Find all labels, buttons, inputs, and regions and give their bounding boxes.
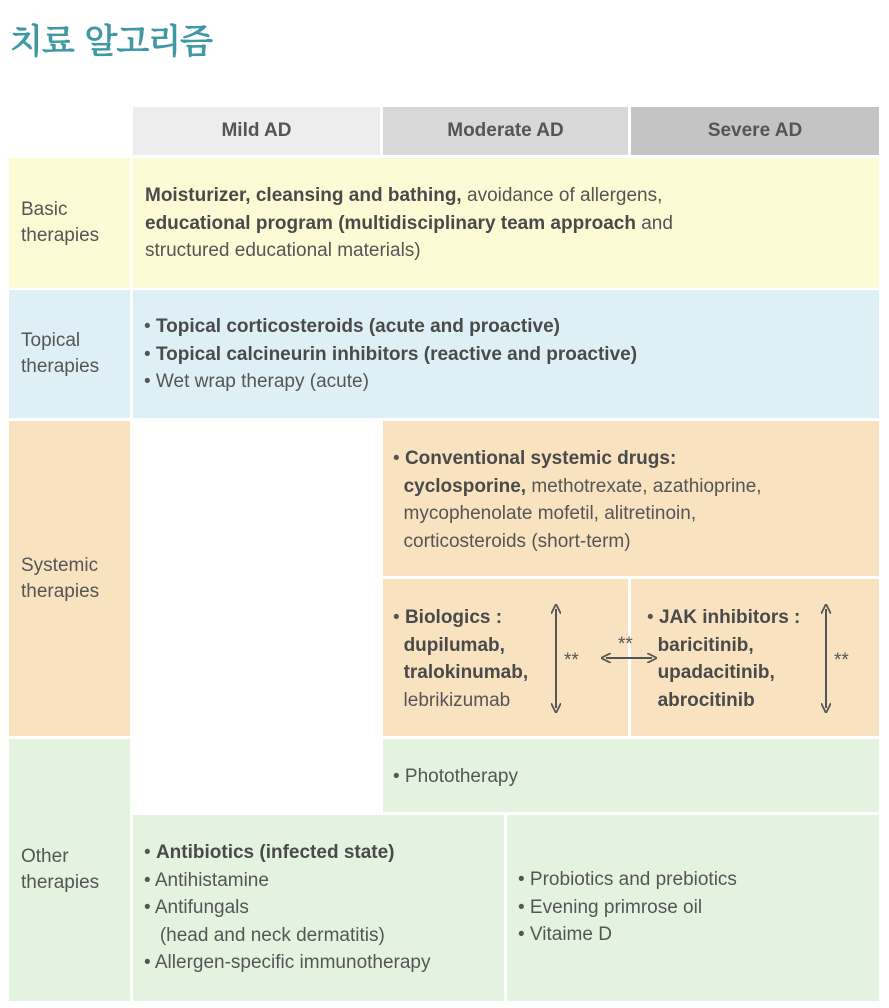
text: • (393, 607, 405, 628)
bold-text: abrocitinib (657, 689, 755, 711)
text: • Antifungals (144, 897, 249, 918)
text: structured educational materials) (145, 240, 421, 261)
row-label-line: Other (21, 846, 69, 867)
page-title: 치료 알고리즘 (10, 22, 212, 62)
row-label-line: therapies (21, 356, 100, 377)
text: • (144, 316, 156, 337)
text: • Vitaime D (518, 924, 612, 945)
bold-text: educational program (multidisciplinary team approach (145, 212, 636, 234)
text: (head and neck dermatitis) (144, 924, 385, 946)
text: • Evening primrose oil (518, 896, 703, 918)
row-label-line: Basic (21, 199, 68, 220)
text: • Probiotics and prebiotics (518, 869, 737, 890)
header-severe-ad: Severe AD (631, 107, 879, 155)
text: • Allergen-specific immunotherapy (144, 952, 431, 973)
header-moderate-ad: Moderate AD (383, 107, 628, 155)
bold-text: upadacitinib, (657, 662, 775, 683)
row-label-line: therapies (21, 872, 100, 893)
row-label-line: Systemic (21, 554, 99, 576)
text: avoidance of allergens, (461, 185, 663, 206)
bold-text: baricitinib, (657, 634, 754, 656)
row-label-line: Topical (21, 330, 81, 351)
bold-text: Topical calcineurin inhibitors (reactive and proactive) (155, 343, 638, 365)
significance-stars: ** (834, 650, 849, 671)
significance-stars: ** (618, 634, 633, 655)
text: lebrikizumab (393, 689, 511, 711)
text: • Phototherapy (393, 766, 518, 787)
text: mycophenolate mofetil, alitretinoin, (393, 503, 697, 524)
bold-text: Antibiotics (infected state) (155, 842, 395, 863)
bold-text: JAK inhibitors : (658, 607, 801, 628)
bold-text: dupilumab, (403, 634, 505, 656)
text: methotrexate, azathioprine, (526, 475, 762, 497)
bold-text: Topical corticosteroids (acute and proactive) (155, 316, 560, 337)
bold-text: Moisturizer, cleansing and bathing, (145, 185, 462, 206)
significance-stars: ** (564, 650, 579, 671)
text: and (635, 212, 673, 234)
bold-text: Conventional systemic drugs: (404, 448, 677, 469)
text: • (393, 448, 405, 469)
text: • (144, 343, 156, 365)
bold-text: cyclosporine, (403, 475, 527, 497)
row-label-line: therapies (21, 225, 100, 246)
text: • (144, 842, 156, 863)
text: • Antihistamine (144, 869, 269, 891)
text: corticosteroids (short-term) (393, 530, 631, 552)
bold-text: tralokinumab, (403, 662, 529, 683)
text: • Wet wrap therapy (acute) (144, 371, 369, 392)
row-label-line: therapies (21, 580, 100, 602)
header-mild-ad: Mild AD (133, 107, 380, 155)
bold-text: Biologics : (404, 607, 503, 628)
text: • (647, 607, 659, 628)
